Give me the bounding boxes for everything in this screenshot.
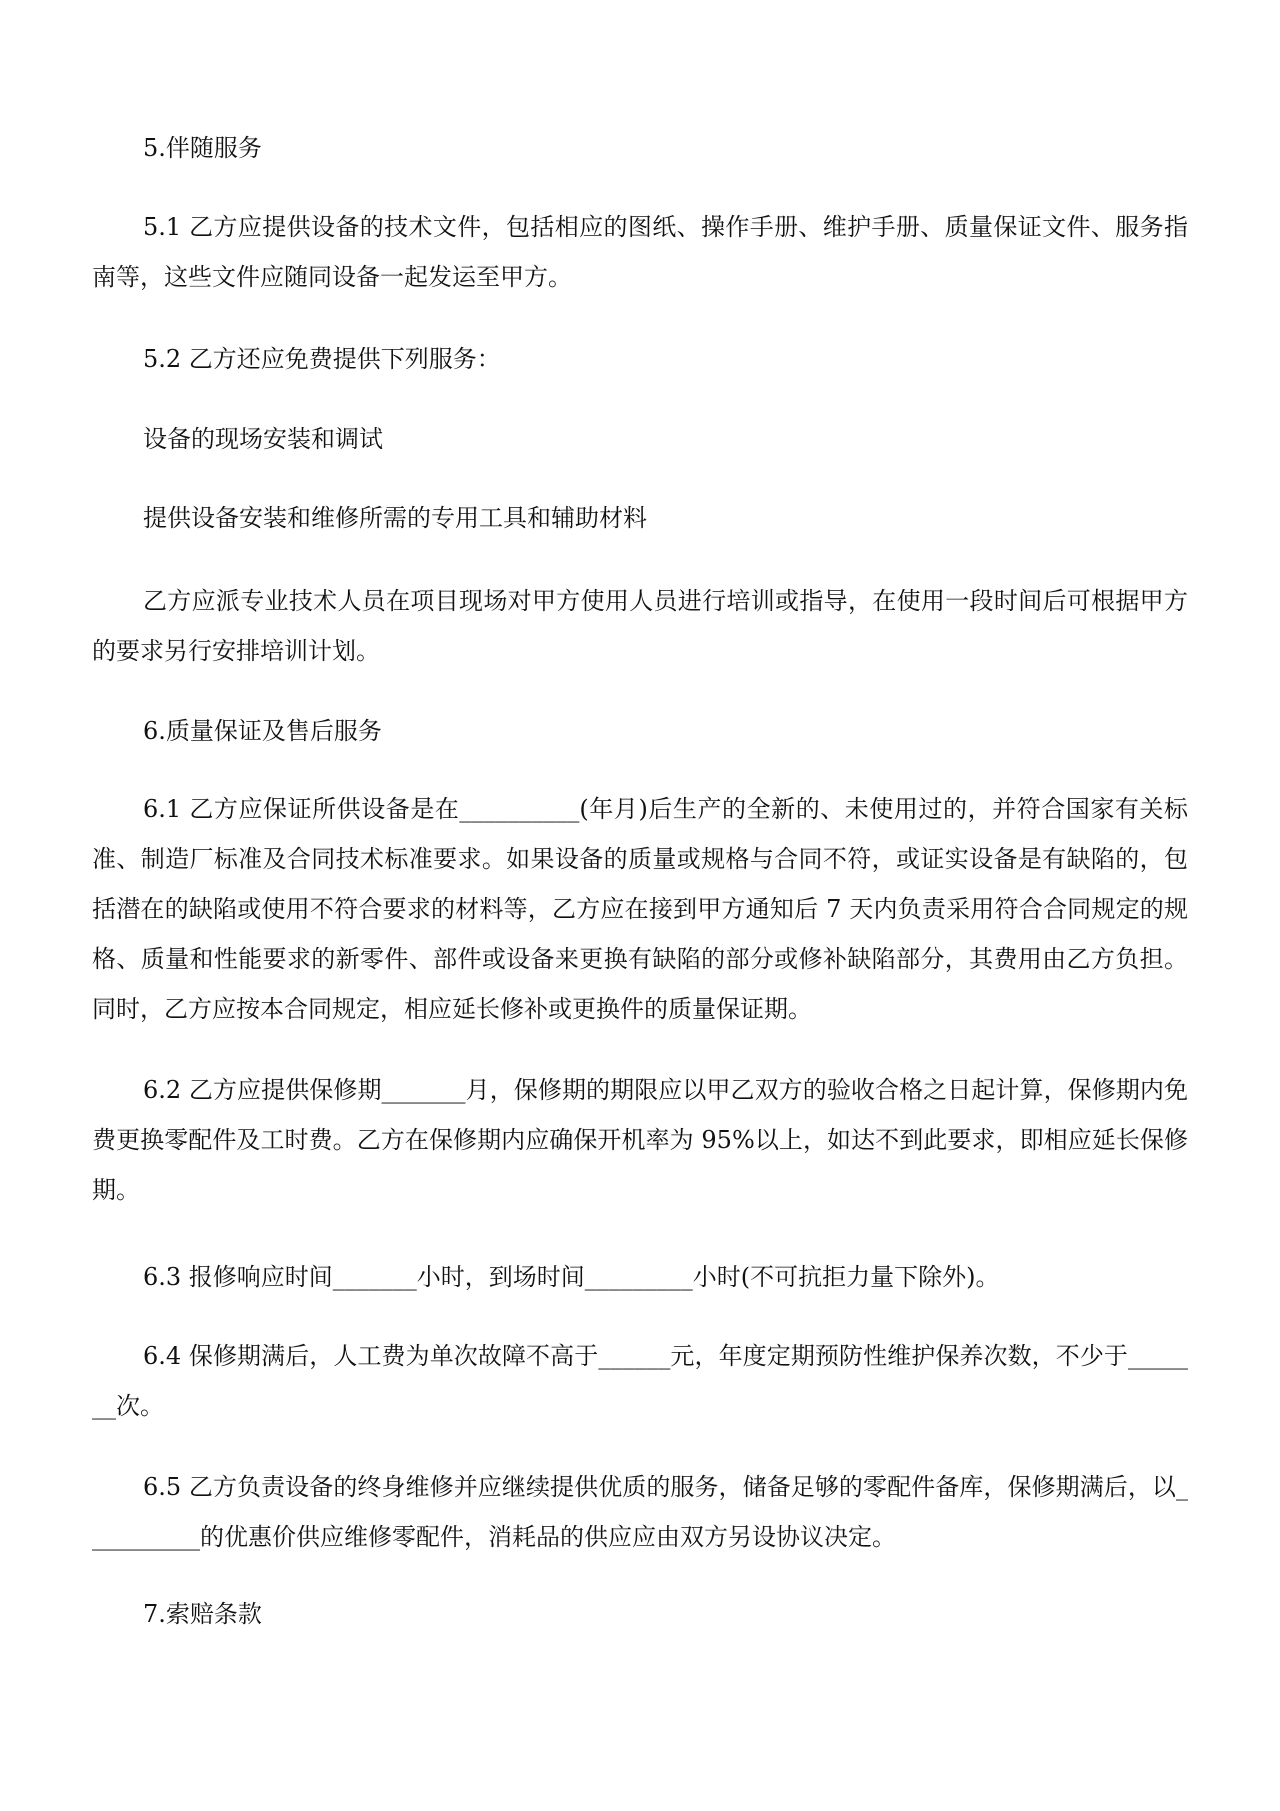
service-item-installation: 设备的现场安装和调试 — [143, 425, 383, 453]
clause-5-1: 5.1 乙方应提供设备的技术文件，包括相应的图纸、操作手册、维护手册、质量保证文件、服务指南等，这些文件应随同设备一起发运至甲方。 — [92, 213, 1188, 291]
clause-5-2: 5.2 乙方还应免费提供下列服务： — [143, 345, 501, 373]
service-item-tools: 提供设备安装和维修所需的专用工具和辅助材料 — [143, 504, 647, 532]
clause-6-4: 6.4 保修期满后，人工费为单次故障不高于______元，年度定期预防性维护保养次数，不少于_______次。 — [92, 1342, 1188, 1420]
section-7-heading: 7.索赔条款 — [143, 1600, 262, 1628]
clause-6-3: 6.3 报修响应时间_______小时，到场时间_________小时(不可抗拒力量下除外)。 — [143, 1263, 1000, 1291]
training-paragraph: 乙方应派专业技术人员在项目现场对甲方使用人员进行培训或指导，在使用一段时间后可根据甲方的要求另行安排培训计划。 — [92, 587, 1188, 665]
clause-6-2: 6.2 乙方应提供保修期_______月，保修期的期限应以甲乙双方的验收合格之日起计算，保修期内免费更换零配件及工时费。乙方在保修期内应确保开机率为 95%以上，如达不到此要求，即相应延长保修期。 — [92, 1076, 1188, 1204]
clause-6-1: 6.1 乙方应保证所供设备是在__________(年月)后生产的全新的、未使用过的，并符合国家有关标准、制造厂标准及合同技术标准要求。如果设备的质量或规格与合同不符，或证实设备是有缺陷的，包括潜在的缺陷或使用不符合要求的材料等，乙方应在接到甲方通知后 7 天内负责采用符合合同规定的规格、质量和性能要求的新零件、部件或设备来更换有缺陷的部分或修补缺陷部分，其费用由乙方负担。同时，乙方应按本合同规定，相应延长修补或更换件的质量保证期。 — [92, 795, 1188, 1023]
section-5-heading: 5.伴随服务 — [143, 134, 262, 162]
clause-6-5: 6.5 乙方负责设备的终身维修并应继续提供优质的服务，储备足够的零配件备库，保修期满后，以__________的优惠价供应维修零配件，消耗品的供应应由双方另设协议决定。 — [92, 1473, 1188, 1551]
section-6-heading: 6.质量保证及售后服务 — [143, 717, 382, 745]
